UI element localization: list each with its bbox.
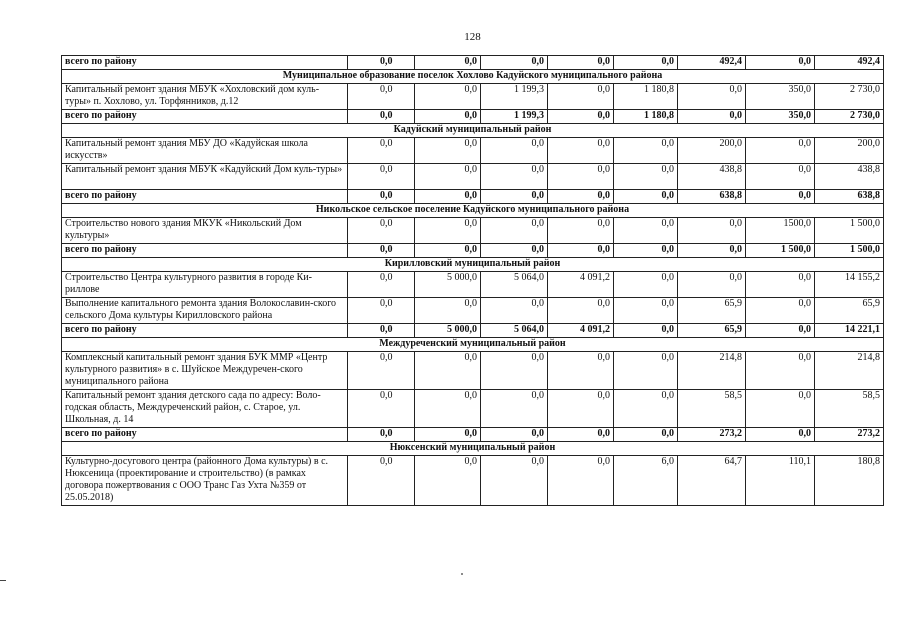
value-cell-col-1: 0,0 — [348, 84, 415, 110]
value-cell-col-6: 0,0 — [678, 272, 746, 298]
value-cell-col-4: 0,0 — [548, 218, 614, 244]
value-cell-col-6: 214,8 — [678, 352, 746, 390]
value-cell-col-3: 0,0 — [481, 352, 548, 390]
value-cell-col-4: 0,0 — [548, 190, 614, 204]
total-label: всего по району — [62, 324, 348, 338]
value-cell-col-4: 0,0 — [548, 56, 614, 70]
value-cell-col-5: 0,0 — [614, 272, 678, 298]
value-cell-col-4: 4 091,2 — [548, 324, 614, 338]
total-row — [62, 244, 884, 258]
total-label: всего по району — [62, 56, 348, 70]
object-name-cell: Комплексный капитальный ремонт здания БУК ММР «Центр культурного развития» в с. Шуйское Междуречен-ского муниципального района — [62, 352, 348, 390]
section-title: Нюксенский муниципальный район — [62, 442, 884, 456]
scan-speck — [461, 573, 463, 575]
value-cell-col-4: 0,0 — [548, 390, 614, 428]
value-cell-col-6: 0,0 — [678, 84, 746, 110]
value-cell-col-6: 638,8 — [678, 190, 746, 204]
value-cell-col-2: 0,0 — [415, 428, 481, 442]
value-cell-col-3: 0,0 — [481, 138, 548, 164]
value-cell-col-1: 0,0 — [348, 324, 415, 338]
value-cell-col-6: 58,5 — [678, 390, 746, 428]
value-cell-col-8: 1 500,0 — [815, 218, 884, 244]
value-cell-col-6: 492,4 — [678, 56, 746, 70]
value-cell-col-5: 1 180,8 — [614, 110, 678, 124]
value-cell-col-6: 273,2 — [678, 428, 746, 442]
section-header-row — [62, 442, 884, 456]
value-cell-col-4: 0,0 — [548, 352, 614, 390]
total-row — [62, 56, 884, 70]
value-cell-col-1: 0,0 — [348, 272, 415, 298]
value-cell-col-4: 0,0 — [548, 244, 614, 258]
value-cell-col-8: 492,4 — [815, 56, 884, 70]
value-cell-col-2: 0,0 — [415, 138, 481, 164]
value-cell-col-3: 0,0 — [481, 56, 548, 70]
table-row — [62, 218, 884, 244]
value-cell-col-1: 0,0 — [348, 138, 415, 164]
value-cell-col-6: 0,0 — [678, 244, 746, 258]
value-cell-col-5: 0,0 — [614, 390, 678, 428]
object-name-cell: Выполнение капитального ремонта здания Волокославин-ского сельского Дома культуры Кирилловского района — [62, 298, 348, 324]
value-cell-col-1: 0,0 — [348, 56, 415, 70]
value-cell-col-2: 0,0 — [415, 390, 481, 428]
value-cell-col-8: 438,8 — [815, 164, 884, 190]
value-cell-col-3: 0,0 — [481, 428, 548, 442]
value-cell-col-6: 438,8 — [678, 164, 746, 190]
value-cell-col-8: 2 730,0 — [815, 110, 884, 124]
section-title: Никольское сельское поселение Кадуйского муниципального района — [62, 204, 884, 218]
value-cell-col-7: 0,0 — [746, 298, 815, 324]
value-cell-col-3: 0,0 — [481, 190, 548, 204]
section-title: Муниципальное образование поселок Хохлово Кадуйского муниципального района — [62, 70, 884, 84]
value-cell-col-3: 5 064,0 — [481, 272, 548, 298]
object-name-cell: Культурно-досугового центра (районного Дома культуры) в с. Нюксеница (проектирование и строительство) (в рамках договора пожертвования с ООО Транс Газ Ухта №359 от 25.05.2018) — [62, 456, 348, 506]
value-cell-col-8: 200,0 — [815, 138, 884, 164]
total-label: всего по району — [62, 110, 348, 124]
value-cell-col-6: 65,9 — [678, 298, 746, 324]
value-cell-col-3: 0,0 — [481, 390, 548, 428]
value-cell-col-5: 0,0 — [614, 352, 678, 390]
value-cell-col-7: 0,0 — [746, 164, 815, 190]
value-cell-col-1: 0,0 — [348, 456, 415, 506]
value-cell-col-3: 0,0 — [481, 218, 548, 244]
value-cell-col-2: 5 000,0 — [415, 272, 481, 298]
value-cell-col-8: 2 730,0 — [815, 84, 884, 110]
value-cell-col-1: 0,0 — [348, 428, 415, 442]
value-cell-col-5: 0,0 — [614, 324, 678, 338]
total-label: всего по району — [62, 244, 348, 258]
value-cell-col-3: 1 199,3 — [481, 84, 548, 110]
value-cell-col-8: 180,8 — [815, 456, 884, 506]
value-cell-col-2: 0,0 — [415, 352, 481, 390]
total-label: всего по району — [62, 428, 348, 442]
table-row — [62, 138, 884, 164]
value-cell-col-2: 5 000,0 — [415, 324, 481, 338]
value-cell-col-7: 0,0 — [746, 428, 815, 442]
value-cell-col-7: 1 500,0 — [746, 244, 815, 258]
value-cell-col-7: 0,0 — [746, 138, 815, 164]
budget-table — [61, 55, 884, 506]
value-cell-col-5: 6,0 — [614, 456, 678, 506]
value-cell-col-3: 0,0 — [481, 298, 548, 324]
table-row — [62, 352, 884, 390]
value-cell-col-5: 0,0 — [614, 298, 678, 324]
value-cell-col-3: 5 064,0 — [481, 324, 548, 338]
object-name-cell: Капитальный ремонт здания МБУК «Хохловский дом куль-туры» п. Хохлово, ул. Торфянников, д.12 — [62, 84, 348, 110]
total-row — [62, 428, 884, 442]
value-cell-col-5: 0,0 — [614, 428, 678, 442]
value-cell-col-8: 638,8 — [815, 190, 884, 204]
value-cell-col-7: 0,0 — [746, 390, 815, 428]
object-name-cell: Капитальный ремонт здания МБУ ДО «Кадуйская школа искусств» — [62, 138, 348, 164]
section-header-row — [62, 338, 884, 352]
margin-tick-mark — [0, 580, 6, 581]
value-cell-col-2: 0,0 — [415, 110, 481, 124]
object-name-cell: Капитальный ремонт здания МБУК «Кадуйский Дом куль-туры» — [62, 164, 348, 190]
value-cell-col-4: 0,0 — [548, 298, 614, 324]
value-cell-col-6: 0,0 — [678, 218, 746, 244]
table-row — [62, 456, 884, 506]
value-cell-col-6: 65,9 — [678, 324, 746, 338]
value-cell-col-7: 110,1 — [746, 456, 815, 506]
object-name-cell: Строительство нового здания МКУК «Никольский Дом культуры» — [62, 218, 348, 244]
value-cell-col-5: 0,0 — [614, 164, 678, 190]
value-cell-col-6: 64,7 — [678, 456, 746, 506]
value-cell-col-7: 0,0 — [746, 324, 815, 338]
object-name-cell: Строительство Центра культурного развития в городе Ки-риллове — [62, 272, 348, 298]
value-cell-col-1: 0,0 — [348, 218, 415, 244]
section-header-row — [62, 258, 884, 272]
value-cell-col-5: 0,0 — [614, 138, 678, 164]
value-cell-col-1: 0,0 — [348, 244, 415, 258]
value-cell-col-4: 4 091,2 — [548, 272, 614, 298]
section-title: Междуреченский муниципальный район — [62, 338, 884, 352]
value-cell-col-3: 1 199,3 — [481, 110, 548, 124]
table-row — [62, 298, 884, 324]
value-cell-col-7: 0,0 — [746, 190, 815, 204]
table-row — [62, 390, 884, 428]
value-cell-col-8: 14 221,1 — [815, 324, 884, 338]
table-row — [62, 164, 884, 190]
value-cell-col-3: 0,0 — [481, 244, 548, 258]
table-row — [62, 84, 884, 110]
value-cell-col-1: 0,0 — [348, 110, 415, 124]
value-cell-col-8: 58,5 — [815, 390, 884, 428]
value-cell-col-1: 0,0 — [348, 164, 415, 190]
section-header-row — [62, 204, 884, 218]
value-cell-col-4: 0,0 — [548, 110, 614, 124]
value-cell-col-1: 0,0 — [348, 390, 415, 428]
table-row — [62, 272, 884, 298]
value-cell-col-4: 0,0 — [548, 164, 614, 190]
value-cell-col-2: 0,0 — [415, 190, 481, 204]
value-cell-col-5: 0,0 — [614, 190, 678, 204]
value-cell-col-8: 1 500,0 — [815, 244, 884, 258]
total-row — [62, 324, 884, 338]
table-body — [62, 56, 884, 506]
page-number: 128 — [464, 31, 481, 43]
section-header-row — [62, 70, 884, 84]
value-cell-col-4: 0,0 — [548, 84, 614, 110]
value-cell-col-2: 0,0 — [415, 298, 481, 324]
value-cell-col-8: 65,9 — [815, 298, 884, 324]
value-cell-col-2: 0,0 — [415, 456, 481, 506]
value-cell-col-1: 0,0 — [348, 190, 415, 204]
section-title: Кирилловский муниципальный район — [62, 258, 884, 272]
total-row — [62, 190, 884, 204]
value-cell-col-7: 0,0 — [746, 272, 815, 298]
value-cell-col-7: 350,0 — [746, 110, 815, 124]
value-cell-col-1: 0,0 — [348, 352, 415, 390]
value-cell-col-5: 1 180,8 — [614, 84, 678, 110]
total-label: всего по району — [62, 190, 348, 204]
value-cell-col-8: 14 155,2 — [815, 272, 884, 298]
value-cell-col-3: 0,0 — [481, 164, 548, 190]
object-name-cell: Капитальный ремонт здания детского сада по адресу: Воло-годская область, Междуреченский район, с. Старое, ул. Школьная, д. 14 — [62, 390, 348, 428]
value-cell-col-5: 0,0 — [614, 244, 678, 258]
value-cell-col-7: 0,0 — [746, 352, 815, 390]
value-cell-col-5: 0,0 — [614, 56, 678, 70]
value-cell-col-6: 200,0 — [678, 138, 746, 164]
value-cell-col-6: 0,0 — [678, 110, 746, 124]
value-cell-col-4: 0,0 — [548, 456, 614, 506]
value-cell-col-8: 273,2 — [815, 428, 884, 442]
value-cell-col-5: 0,0 — [614, 218, 678, 244]
section-header-row — [62, 124, 884, 138]
value-cell-col-1: 0,0 — [348, 298, 415, 324]
value-cell-col-8: 214,8 — [815, 352, 884, 390]
value-cell-col-3: 0,0 — [481, 456, 548, 506]
value-cell-col-2: 0,0 — [415, 164, 481, 190]
total-row — [62, 110, 884, 124]
value-cell-col-2: 0,0 — [415, 218, 481, 244]
value-cell-col-7: 0,0 — [746, 56, 815, 70]
value-cell-col-4: 0,0 — [548, 138, 614, 164]
value-cell-col-4: 0,0 — [548, 428, 614, 442]
value-cell-col-7: 1500,0 — [746, 218, 815, 244]
value-cell-col-2: 0,0 — [415, 84, 481, 110]
section-title: Кадуйский муниципальный район — [62, 124, 884, 138]
value-cell-col-2: 0,0 — [415, 244, 481, 258]
value-cell-col-7: 350,0 — [746, 84, 815, 110]
value-cell-col-2: 0,0 — [415, 56, 481, 70]
